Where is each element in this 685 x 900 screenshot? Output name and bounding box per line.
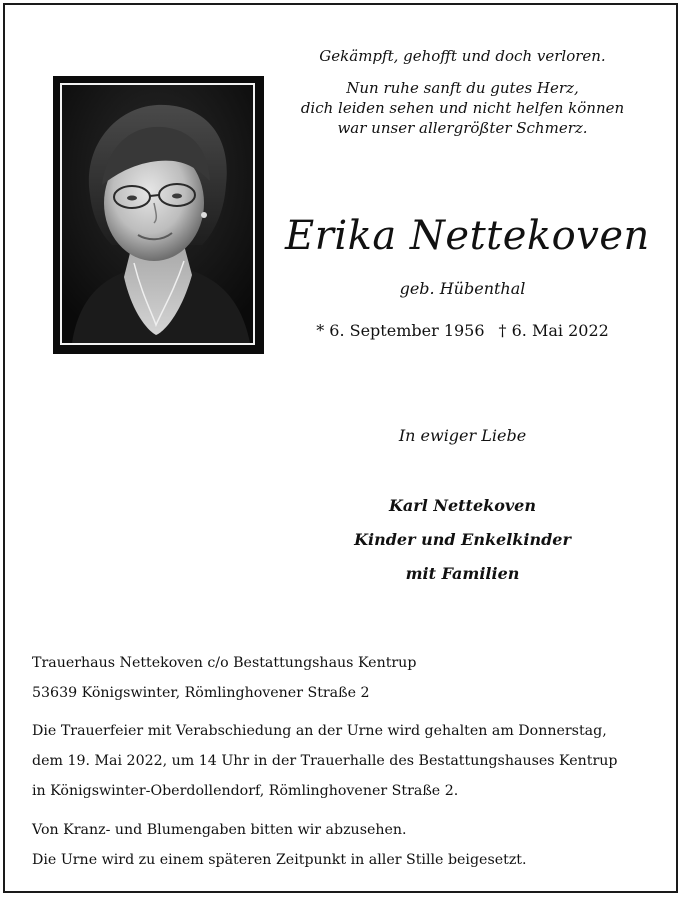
ceremony-details xyxy=(32,716,662,806)
mourners-list xyxy=(290,489,635,591)
mourner-name: Kinder und Enkelkinder xyxy=(354,530,571,549)
death-date: † 6. Mai 2022 xyxy=(498,321,609,340)
flowers-note: Von Kranz- und Blumengaben bitten wir abzusehen. xyxy=(32,822,407,838)
address-line: 53639 Königswinter, Römlinghovener Straße 2 xyxy=(32,685,370,701)
poem-line: war unser allergrößter Schmerz. xyxy=(337,119,588,137)
portrait-photo xyxy=(60,83,255,345)
mourner-name: mit Familien xyxy=(405,564,520,583)
urn-note: Die Urne wird zu einem späteren Zeitpunkt in aller Stille beigesetzt. xyxy=(32,852,527,868)
ceremony-line: in Königswinter-Oberdollendorf, Römlinghovener Straße 2. xyxy=(32,783,459,799)
poem-line: Nun ruhe sanft du gutes Herz, xyxy=(346,79,579,97)
portrait-silhouette xyxy=(62,85,253,343)
portrait-frame xyxy=(53,76,264,354)
ceremony-line: dem 19. Mai 2022, um 14 Uhr in der Trauerhalle des Bestattungshauses Kentrup xyxy=(32,753,618,769)
closing-notes xyxy=(32,815,662,875)
mourning-address xyxy=(32,648,662,708)
ceremony-line: Die Trauerfeier mit Verabschiedung an der Urne wird gehalten am Donnerstag, xyxy=(32,723,607,739)
closing-phrase: In ewiger Liebe xyxy=(398,426,527,445)
birth-name: geb. Hübenthal xyxy=(399,279,526,298)
life-dates xyxy=(290,320,635,342)
poem-verse-2 xyxy=(290,78,635,138)
birth-date: * 6. September 1956 xyxy=(316,321,485,340)
address-line: Trauerhaus Nettekoven c/o Bestattungshaus Kentrup xyxy=(32,655,417,671)
mourner-name: Karl Nettekoven xyxy=(389,496,536,515)
deceased-name: Erika Nettekoven xyxy=(285,213,650,259)
poem-verse-1 xyxy=(290,46,635,66)
poem-line: Gekämpft, gehofft und doch verloren. xyxy=(319,47,606,65)
poem-line: dich leiden sehen und nicht helfen können xyxy=(300,99,625,117)
